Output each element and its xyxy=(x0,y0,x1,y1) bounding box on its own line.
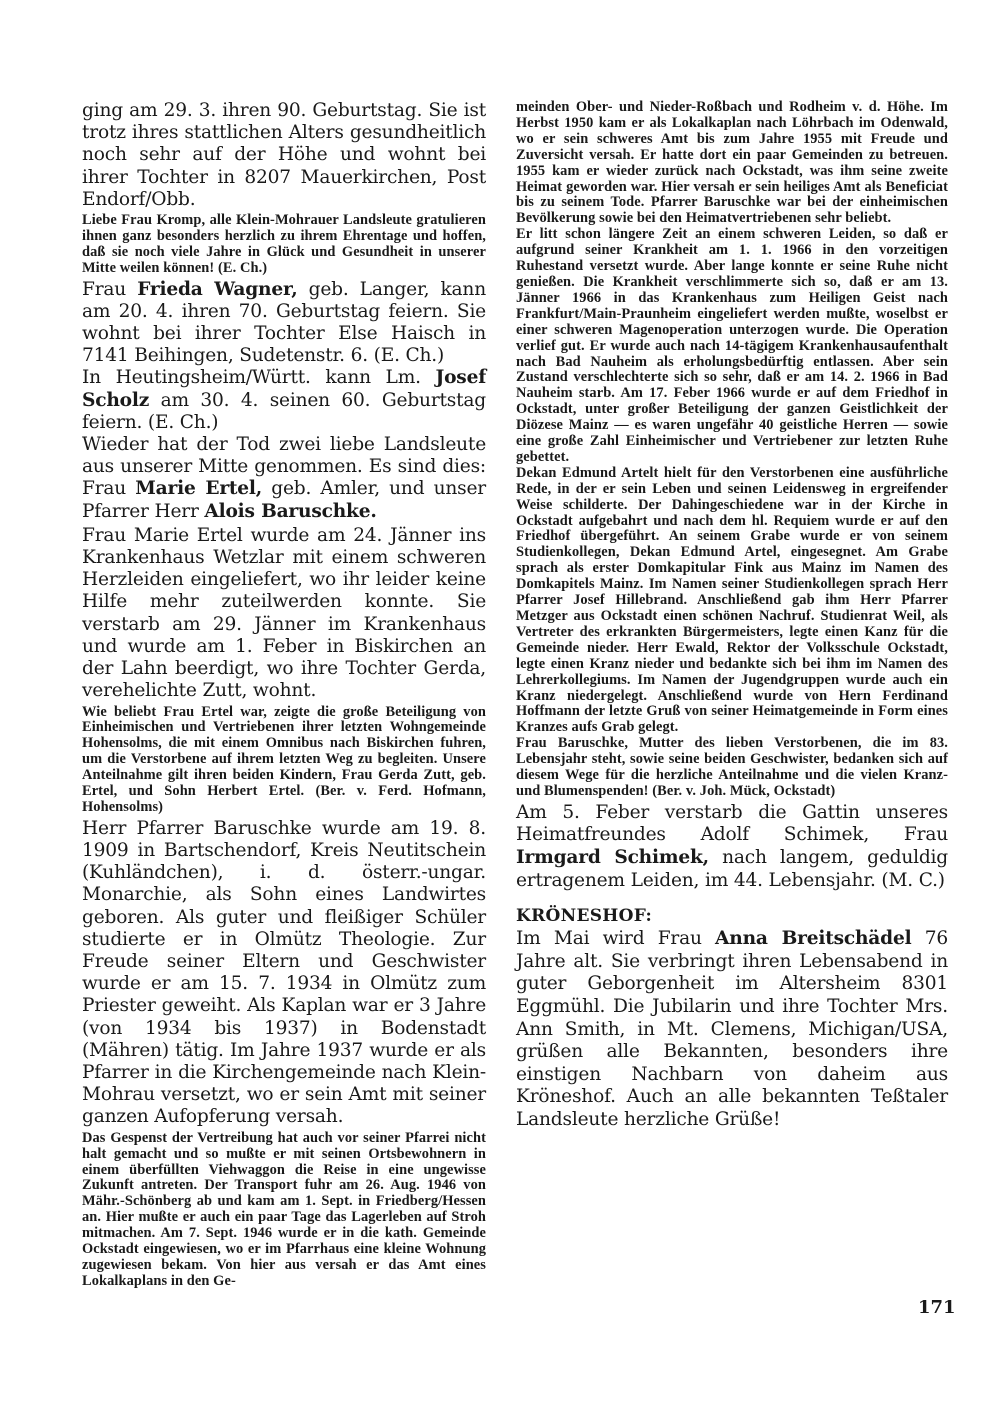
name-josef-scholz: Josef Scholz xyxy=(82,367,486,411)
paragraph-baruschke-biography: Herr Pfarrer Baruschke wurde am 19. 8. 1909 in Bartschendorf, Kreis Neutitschein (Kuhländchen), i. d. österr.-ungar. Monarchie, als Sohn eines Landwirtes geboren. Als guter und fleißiger Schüler studierte er in Olmütz Theologie. Zur Freude seiner Eltern und Geschwister wurde er am 15. 7. 1934 in Olmütz zum Priester geweiht. Als Kaplan war er 3 Jahre (von 1934 bis 1937) in Bodenstadt (Mähren) tätig. Im Jahre 1937 wurde er als Pfarrer in die Kirchengemeinde nach Klein-Mohrau versetzt, wo er sein Amt mit seiner ganzen Aufopferung versah. xyxy=(82,817,486,1128)
paragraph-ertel-funeral: Wie beliebt Frau Ertel war, zeigte die große Beteiligung von Einheimischen und Vertriebenen ihrer letzten Wohngemeinde Hohensolms, die mit einem Omnibus nach Biskirchen fuhren, um die Verstorbene auf ihrem letzten Weg zu begleiten. Unsere Anteilnahme gilt ihren beiden Kindern, Frau Gerda Zutt, geb. Ertel, und Sohn Herbert Ertel. (Ber. v. Ferd. Hofmann, Hohensolms) xyxy=(82,703,486,815)
paragraph-death-announcement xyxy=(82,434,486,523)
text-run: nach langem, geduldig ertragenem Leiden, im 44. Lebensjahr. (M. C.) xyxy=(516,847,949,891)
paragraph-kromp-congratulations: Liebe Frau Kromp, alle Klein-Mohrauer Landsleute gratulieren ihnen ganz besonders herzlich zu ihrem Ehrentage und hoffen, daß sie noch viele Jahre in Glück und Gesundheit in unserer Mitte weilen können! (E. Ch.) xyxy=(82,212,486,276)
section-heading-kroeneshof: KRÖNESHOF: xyxy=(516,906,653,927)
right-column xyxy=(516,100,948,1132)
paragraph-breitschaedel-birthday xyxy=(516,928,948,1131)
paragraph-scholz-birthday xyxy=(82,367,486,434)
text-run: 76 Jahre alt. Sie verbringt ihren Lebensabend in guter Geborgenheit im Altersheim 8301 Eggmühl. Die Jubilarin und ihre Tochter Mrs. Ann Smith, in Mt. Clemens, Michigan/USA, grüßen alle Bekannten, besonders ihre einstigen Nachbarn von daheim aus Kröneshof. Auch an alle bekannten Teßtaler Landsleute herzliche Grüße! xyxy=(516,928,948,1130)
paragraph-baruschke-expulsion: Das Gespenst der Vertreibung hat auch vor seiner Pfarrei nicht halt gemacht und so mußte er mit seinen Ortsbewohnern in einem überfüllten Viehwaggon die Reise in eine ungewisse Zukunft antreten. Der Transport fuhr am 26. Aug. 1946 von Mähr.-Schönberg ab und kam am 1. Sept. in Friedberg/Hessen an. Hier mußte er auch ein paar Tage das Lagerleben auf Stroh mitmachen. Am 7. Sept. 1946 wurde er in die kath. Gemeinde Ockstadt eingewiesen, wo er im Pfarrhaus eine kleine Wohnung zugewiesen bekam. Von hier aus versah er das Amt eines Lokalkaplans in den Ge- xyxy=(82,1129,486,1289)
text-run: Am 5. Feber verstarb die Gattin unseres Heimatfreundes Adolf Schimek, Frau xyxy=(516,801,948,846)
text-run: Wieder hat der Tod zwei liebe Landsleute aus unserer Mitte genommen. Es sind dies: Frau xyxy=(82,434,486,500)
text-run: geb. Amler, und unser Pfarrer Herr xyxy=(82,478,486,522)
page-number: 171 xyxy=(918,1297,956,1318)
paragraph-baruschke-illness: Er litt schon längere Zeit an einem schweren Leiden, so daß er aufgrund seiner Krankheit am 1. 1. 1966 in den vorzeitigen Ruhestand versetzt wurde. Aber lange konnte er seine Ruhe nicht genießen. Die Krankheit verschlimmerte sich so, daß er am 13. Jänner 1966 in das Krankenhaus zum Heiligen Geist nach Frankfurt/Main-Praunheim eingeliefert werden mußte, woselbst er einer schweren Magenoperation unterzogen wurde. Die Operation verlief gut. Er wurde auch nach 14-tägigem Krankenhausaufenthalt nach Bad Nauheim als erholungsbedürftig entlassen. Aber sein Zustand verschlechterte sich so sehr, daß er am 14. 2. 1966 in Bad Nauheim starb. Am 17. Feber 1966 wurde er auf dem Friedhof in Ockstadt, unter großer Beteiligung der ganzen Geistlichkeit der Diözese Mainz — es waren ungefähr 40 geistliche Herren — sowie eine große Zahl Einheimischer und Vertriebener zur letzten Ruhe gebettet. xyxy=(516,226,948,465)
name-irmgard-schimek: Irmgard Schimek, xyxy=(516,847,709,869)
paragraph-kromp-birthday: ging am 29. 3. ihren 90. Geburtstag. Sie ist trotz ihres stattlichen Alters gesundheitlich noch sehr auf der Höhe und wohnt bei ihrer Tochter in 8207 Mauerkirchen, Post Endorf/Obb. xyxy=(82,100,486,210)
name-frieda-wagner: Frieda Wagner, xyxy=(137,278,298,300)
name-marie-ertel: Marie Ertel, xyxy=(135,478,263,500)
text-run: geb. Langer, kann am 20. 4. ihren 70. Geburtstag feiern. Sie wohnt bei ihrer Tochter Else Haisch in 7141 Beihingen, Sudetenstr. 6. (E. Ch.) xyxy=(82,278,486,367)
name-alois-baruschke: Alois Baruschke. xyxy=(204,500,377,522)
paragraph-baruschke-funeral: Dekan Edmund Artelt hielt für den Verstorbenen eine ausführliche Rede, in der er sein Leben und seinen Leidensweg in ergreifender Weise schilderte. Der Dahingeschiedene war in der Kirche in Ockstadt aufgebahrt und nach dem hl. Requiem wurde er auf den Friedhof übergeführt. An seinem Grabe wurde er von seinem Studienkollegen, Dekan Edmund Artel, eingesegnet. Am Grabe sprach als erster Domkapitular Fink aus Mainz im Namen des Domkapitels Mainz. Im Namen seiner Studienkollegen sprach Herr Pfarrer Josef Hillebrand. Anschließend gab ihm Herr Pfarrer Metzger aus Ockstadt einen schönen Nachruf. Studienrat Weil, als Vertreter des erkrankten Bürgermeisters, legte einen Kanz für die Gemeinde nieder. Herr Ewald, Rektor der Volksschule Ockstadt, legte einen Kranz nieder und bedankte sich bei ihm im Namen des Lehrerkollegiums. Im Namen der Jugendgruppen wurde auch ein Kranz niedergelegt. Anschließend wurde von Hern Ferdinand Hoffmann der letzte Gruß von seiner Heimatgemeinde in Form eines Kranzes aufs Grab gelegt. xyxy=(516,464,948,736)
paragraph-baruschke-career: meinden Ober- und Nieder-Roßbach und Rodheim v. d. Höhe. Im Herbst 1950 kam er als Lokalkaplan nach Löhrbach im Odenwald, wo er sein schweres Amt bis zum Jahre 1955 mit Freude und Zuversicht versah. Er hatte dort ein paar Gemeinden zu betreuen. 1955 kam er wieder zurück nach Ockstadt, was ihm seine zweite Heimat geworden war. Hier versah er sein heiliges Amt als Beneficiat bis zu seinem Tode. Pfarrer Baruschke war bei der einheimischen Bevölkerung sowie bei den Heimatvertriebenen sehr beliebt. xyxy=(516,99,948,227)
left-column xyxy=(82,100,486,1290)
paragraph-wagner-birthday xyxy=(82,279,486,368)
paragraph-baruschke-thanks: Frau Baruschke, Mutter des lieben Verstorbenen, die im 83. Lebensjahr steht, sowie seine beiden Geschwister, bedanken sich auf diesem Wege für die herzliche Anteilnahme und die vielen Kranz- und Blumenspenden! (Ber. v. Joh. Mück, Ockstadt) xyxy=(516,735,948,799)
text-run: Im Mai wird Frau xyxy=(516,928,716,950)
paragraph-ertel-obituary: Frau Marie Ertel wurde am 24. Jänner ins Krankenhaus Wetzlar mit einem schweren Herzleiden eingeliefert, wo ihr leider keine Hilfe mehr zuteilwerden konnte. Sie verstarb am 29. Jänner im Krankenhaus und wurde am 1. Feber in Biskirchen an der Lahn beerdigt, wo ihre Tochter Gerda, verehelichte Zutt, wohnt. xyxy=(82,524,486,702)
text-run: am 30. 4. seinen 60. Geburtstag feiern. (E. Ch.) xyxy=(82,389,486,433)
text-run: In Heutingsheim/Württ. kann Lm. xyxy=(82,367,436,389)
name-anna-breitschaedel: Anna Breitschädel xyxy=(715,928,912,950)
paragraph-schimek-death xyxy=(516,802,948,892)
text-run: Frau xyxy=(82,278,138,300)
